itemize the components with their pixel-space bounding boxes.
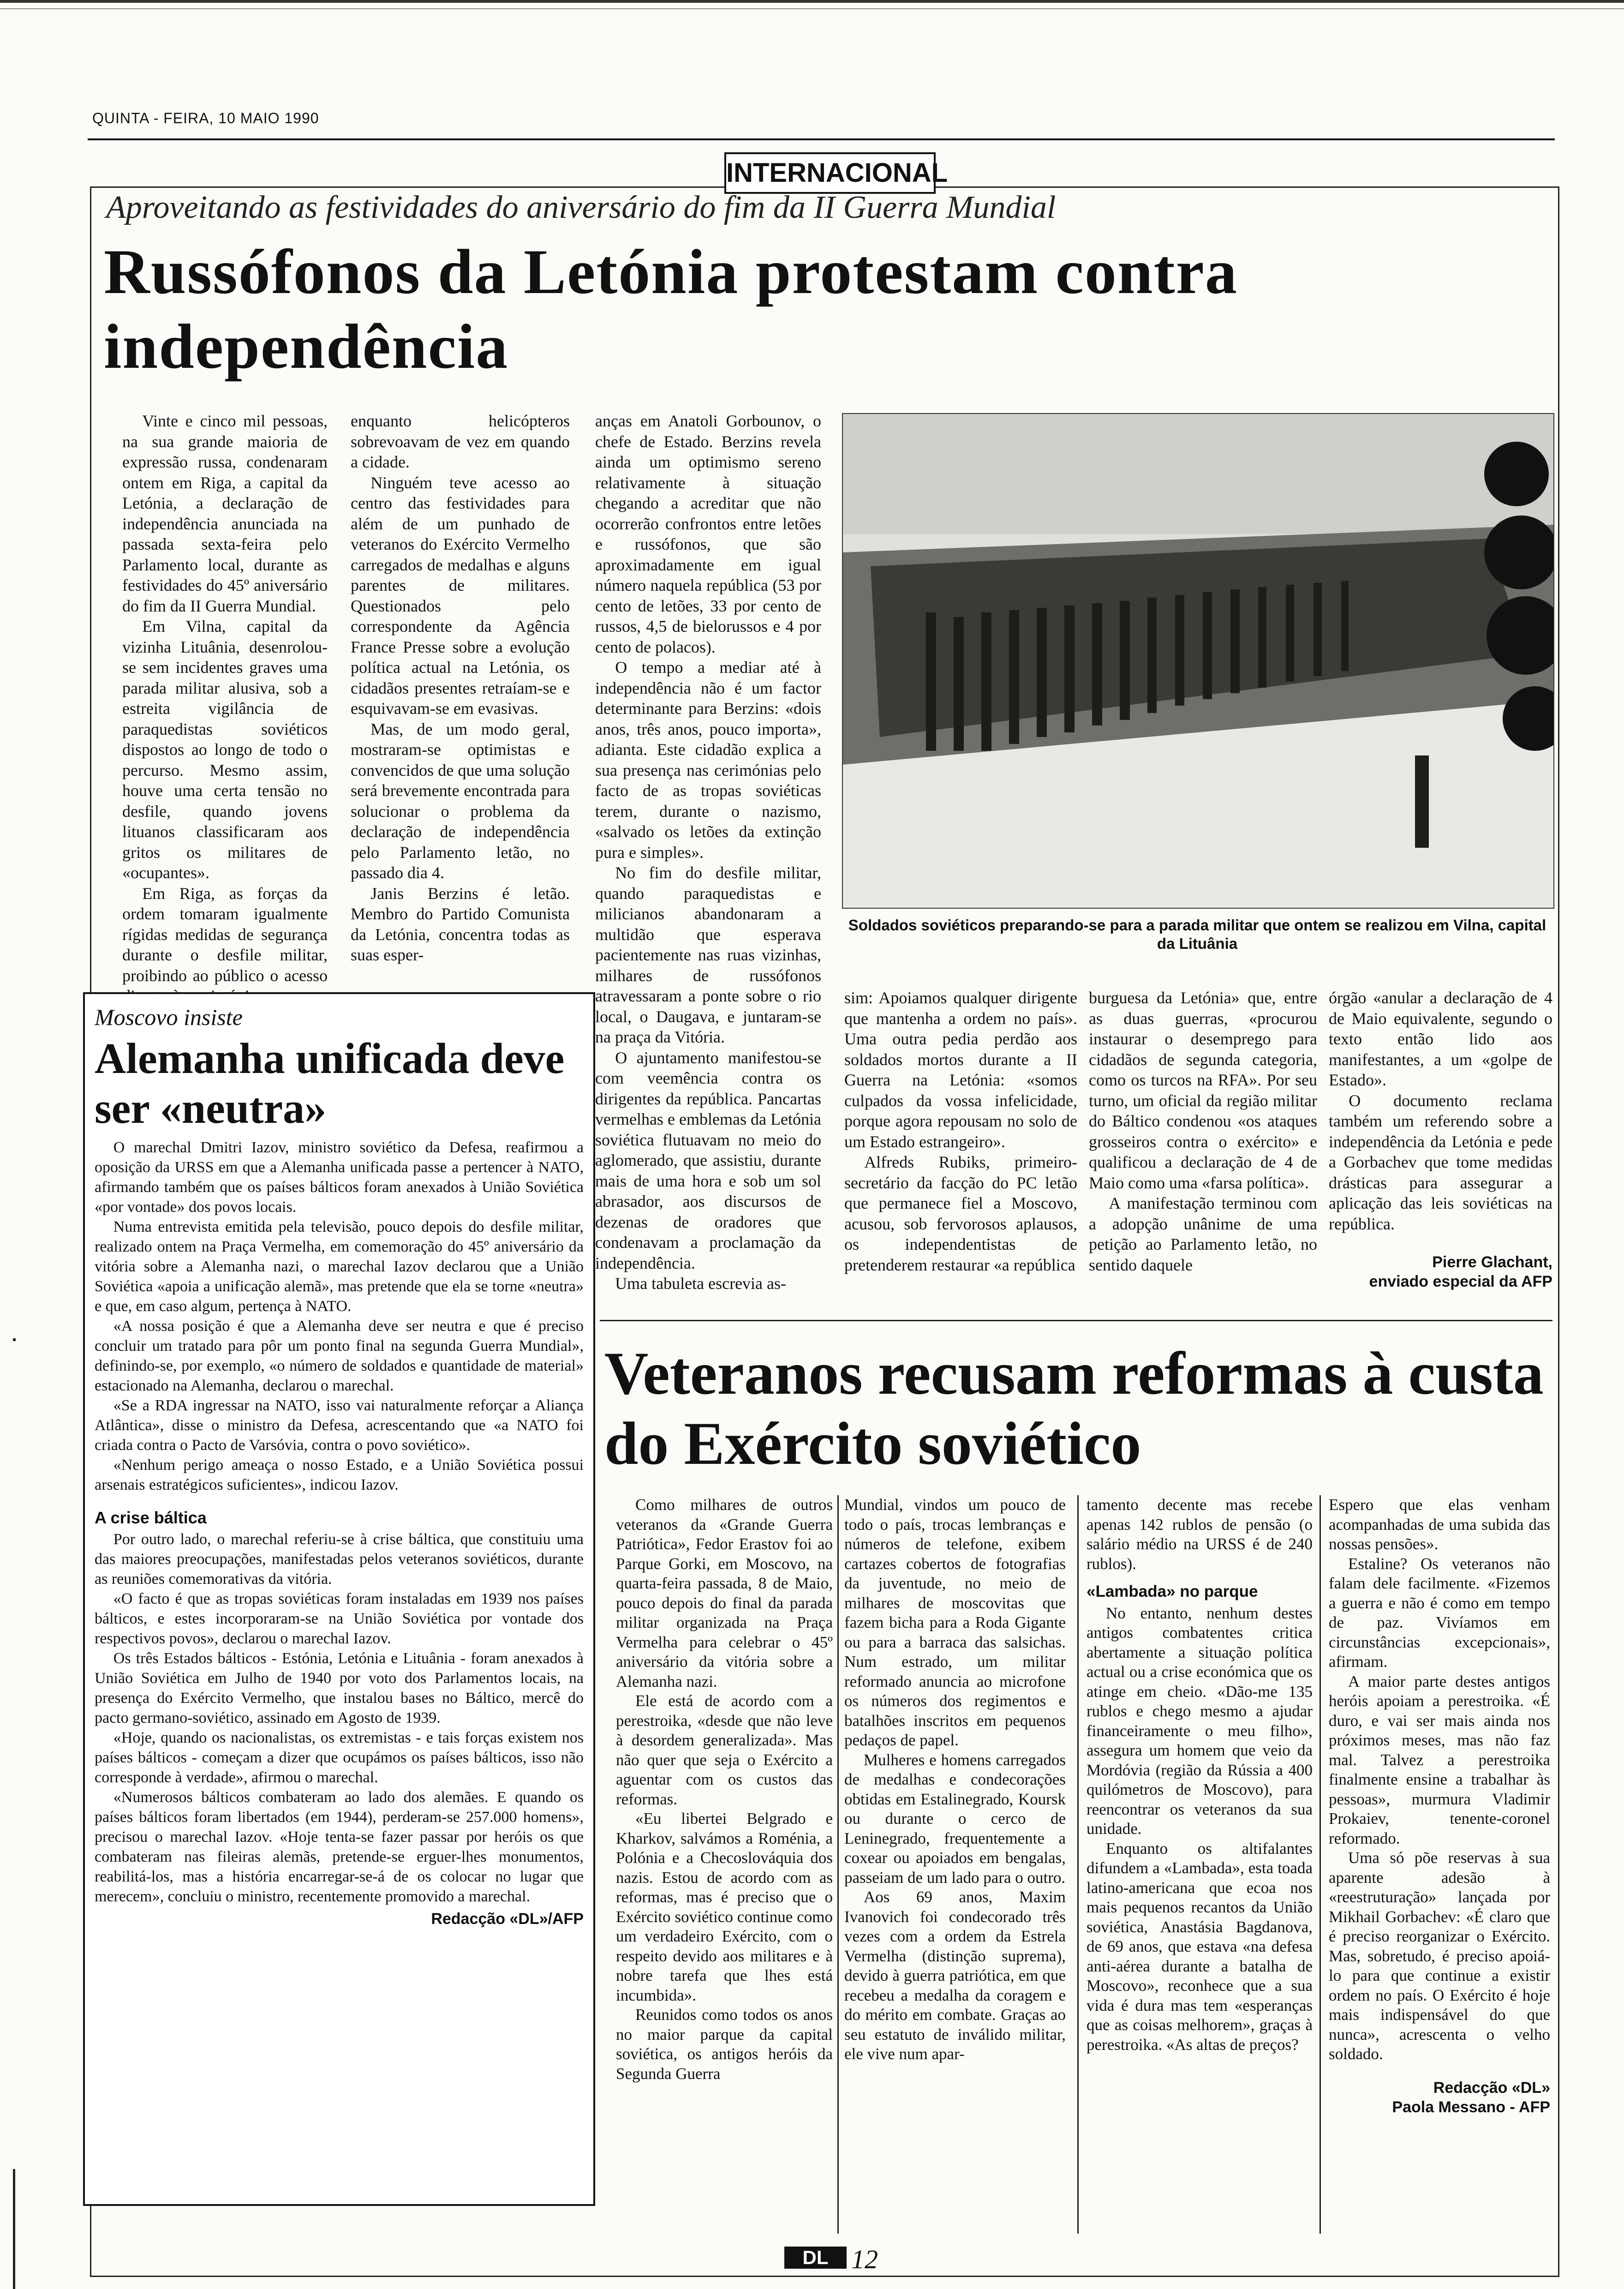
paragraph: O marechal Dmitri Iazov, ministro soviético da Defesa, reafirmou a oposição da URSS em que a Alemanha unificada passe a pertencer à NATO, afirmando também que os países bálticos foram anexados à União Soviética «por vontade» dos povos locais. — [95, 1139, 584, 1216]
paragraph: «O facto é que as tropas soviéticas foram instaladas em 1939 nos países bálticos, e estes incorporaram-se na União Soviética por vontade dos respectivos povos», declarou o marechal Iazov. — [95, 1590, 584, 1647]
paragraph: «Se a RDA ingressar na NATO, isso vai naturalmente reforçar a Aliança Atlântica», disse o ministro da Defesa, acrescentando que «a NATO foi criada contra o Pacto de Varsóvia, contra o povo soviético». — [95, 1397, 584, 1454]
paragraph: A maior parte destes antigos heróis apoiam a perestroika. «É duro, e vai ser mais ainda nos próximos meses, mas não faz mal. Talvez a perestroika finalmente ensine a trabalhar às pessoas», murmura Vladimir Prokaiev, tenente-coronel reformado. — [1329, 1672, 1550, 1847]
veterans-subhead: «Lambada» no parque — [1087, 1582, 1258, 1600]
page-number: 12 — [851, 2244, 878, 2274]
paragraph: Os três Estados bálticos - Estónia, Letónia e Lituânia - foram anexados à União Soviética em Julho de 1940 por voto dos Parlamentos locais, na presença do Exército Vermelho, que instalou bases no Báltico, mercê do pacto germano-soviético, assinado em Agosto de 1939. — [95, 1650, 584, 1726]
veterans-column-4 — [1329, 1495, 1550, 2117]
author-name: Pierre Glachant, — [1432, 1253, 1552, 1271]
top-border-thin — [0, 8, 1624, 9]
veterans-column-3 — [1087, 1495, 1313, 2055]
paragraph: Mundial, vindos um pouco de todo o país, trocas lembranças e números de telefone, exibem cartazes cobertos de fotografias da juventude, no meio de milhares de moscovitas que fazem bicha para a Roda Gigante ou para a barraca das salsichas. Num estrado, um militar reformado anuncia ao microfone os números dos regimentos e batalhões inscritos em pequenos pedaços de papel. — [844, 1496, 1066, 1749]
paragraph: Alfreds Rubiks, primeiro-secretário da facção do PC letão que permanece fiel a Moscovo, acusou, sob fervorosos aplausos, os independentistas de pretenderem restaurar «a república — [844, 1153, 1077, 1274]
paragraph: Vinte e cinco mil pessoas, na sua grande maioria de expressão russa, condenaram ontem em Riga, a capital da Letónia, a declaração de independência anunciada na passada sexta-feira pelo Parlamento local, durante as festividades do 45º aniversário do fim da II Guerra Mundial. — [122, 412, 328, 615]
paragraph: Espero que elas venham acompanhadas de uma subida das nossas pensões». — [1329, 1496, 1550, 1553]
news-photo — [842, 413, 1554, 909]
column-rule — [1077, 1495, 1079, 2234]
sidebar-body — [95, 1138, 584, 1929]
photo-caption: Soldados soviéticos preparando-se para a parada militar que ontem se realizou em Vilna, capital da Lituânia — [848, 917, 1546, 952]
paragraph: enquanto helicópteros sobrevoavam de vez em quando a cidade. — [351, 412, 570, 471]
paragraph: Ele está de acordo com a perestroika, «desde que não leve à desordem generalizada». Mas não quer que seja o Exército a aguentar com os custos das reformas. — [616, 1692, 833, 1808]
paragraph: O documento reclama também um referendo sobre a independência da Letónia e pede a Gorbachev que tome medidas drásticas para assegurar a aplicação das leis soviéticas na república. — [1329, 1091, 1552, 1233]
paragraph: Reunidos como todos os anos no maior parque da capital soviética, os antigos heróis da Segunda Guerra — [616, 2006, 833, 2083]
paragraph: «A nossa posição é que a Alemanha deve ser neutra e que é preciso concluir um tratado para pôr um ponto final na segunda Guerra Mundial», definindo-se, por exemplo, «o número de soldados e quantidade de material» estacionado na Alemanha, declarou o marechal. — [95, 1318, 584, 1394]
paragraph: No fim do desfile militar, quando paraquedistas e milicianos abandonaram a multidão que esperava pacientemente nas ruas vizinhas, milhares de russófonos atravessaram a ponte sobre o rio local, o Daugava, e juntaram-se na praça da Vitória. — [595, 863, 821, 1046]
article-column-1 — [122, 411, 328, 1007]
paragraph: Por outro lado, o marechal referiu-se à crise báltica, que constituiu uma das maiores preocupações, manifestadas pelos veteranos soviéticos, durante as reuniões comemorativas da vitória. — [95, 1531, 584, 1588]
section-label: INTERNACIONAL — [724, 152, 936, 194]
paragraph: «Numerosos bálticos combateram ao lado dos alemães. E quando os países bálticos foram libertados (em 1944), perderam-se 257.000 homens», precisou o marechal Iazov. «Hoje tenta-se fazer passar por heróis os que combateram nas fileiras alemãs, pretende-se erguer-lhes monumentos, reabilitá-los, mas a história encarregar-se-á de os colocar no lugar que merecem», concluiu o ministro, recentemente promovido a marechal. — [95, 1789, 584, 1905]
paragraph: Aos 69 anos, Maxim Ivanovich foi condecorado três vezes com a ordem da Estrela Vermelha (distinção suprema), devido à guerra patriótica, em que recebeu a medalha da coragem e do mérito em combate. Graças ao seu estatuto de inválido militar, ele vive num apar- — [844, 1888, 1066, 2063]
paragraph: Enquanto os altifalantes difundem a «Lambada», esta toada latino-americana que ecoa nos mais pequenos recantos da União soviética, Anastásia Bagdanova, de 69 anos, que estava «na defesa anti-aérea durante a batalha de Moscovo», reconhece que a sua vida é dura mas tem «esperanças que as coisas melhorem», graças à perestroika. «As altas de preços? — [1087, 1839, 1313, 2054]
paragraph: Numa entrevista emitida pela televisão, pouco depois do desfile militar, realizado ontem na Praça Vermelha, em comemoração do 45º aniversário da vitória sobre a Alemanha nazi, o marechal Iazov declarou que a União Soviética «apoia a unificação alemã», mas pretende que ela se torne «neutra» e que, em caso algum, pertença à NATO. — [95, 1218, 584, 1315]
paragraph: No entanto, nenhum destes antigos combatentes critica abertamente a situação política actual ou a crise económica que os atinge em cheio. «Dão-me 135 rublos e chego mesmo a ajudar financeiramente o meu filho», assegura um homem que veio da Mordóvia (região da Rússia a 400 quilómetros de Moscovo), para reencontrar os veteranos da sua unidade. — [1087, 1604, 1313, 1838]
paragraph: Mas, de um modo geral, mostraram-se optimistas e convencidos de que uma solução será brevemente encontrada para solucionar o problema da declaração de independência pelo Parlamento letão, no passado dia 4. — [351, 719, 570, 882]
veterans-column-2 — [844, 1495, 1066, 2064]
article-column-6 — [1329, 988, 1552, 1291]
page-date: QUINTA - FEIRA, 10 MAIO 1990 — [92, 110, 319, 126]
paragraph: «Eu libertei Belgrado e Kharkov, salvámos a Roménia, a Polónia e a Checoslováquia dos nazis. Estou de acordo com as reformas, mas é preciso que o Exército soviético continue como um verdadeiro Exército, com o respeito devido aos militares e à nobre tarefa que lhes está incumbida». — [616, 1810, 833, 2004]
top-border — [0, 0, 1624, 3]
paragraph: «Hoje, quando os nacionalistas, os extremistas - e tais forças existem nos países bálticos - começam a dizer que ocupámos os países bálticos, isso não corresponde à verdade», afirmou o marechal. — [95, 1729, 584, 1786]
paragraph: Mulheres e homens carregados de medalhas e condecorações obtidas em Estalinegrado, Koursk ou durante o cerco de Leninegrado, frequentemente a coxear ou apoiados em bengalas, passeiam de um lado para o outro. — [844, 1750, 1066, 1887]
article-kicker: Aproveitando as festividades do aniversário do fim da II Guerra Mundial — [106, 190, 1056, 225]
sidebar-subhead: A crise báltica — [95, 1508, 207, 1527]
section-divider — [600, 1320, 1552, 1321]
sidebar-kicker: Moscovo insiste — [95, 1004, 243, 1030]
paragraph: Uma só põe reservas à sua aparente adesão à «reestruturação» lançada por Mikhail Gorbachev: «É claro que é preciso reorganizar o Exército. Mas, sobretudo, é preciso apoiá-lo para que continue a existir ordem no país. O Exército é hoje mais indispensável do que nunca», acrescenta o velho soldado. — [1329, 1849, 1550, 2063]
paragraph: Uma tabuleta escrevia as- — [615, 1274, 786, 1293]
veterans-signoff-1: Redacção «DL» — [1433, 2079, 1550, 2097]
paragraph: Como milhares de outros veteranos da «Grande Guerra Patriótica», Fedor Erastov foi ao Parque Gorki, em Moscovo, na quarta-feira passada, 8 de Maio, pouco depois do final da parada militar organizada na Praça Vermelha para celebrar o 45º aniversário da vitória sobre a Alemanha nazi. — [616, 1496, 833, 1690]
paragraph: Em Vilna, capital da vizinha Lituânia, desenrolou-se sem incidentes graves uma parada militar alusiva, sob a estreita vigilância de paraquedistas soviéticos dispostos ao longo de todo o percurso. Mesmo assim, houve uma certa tensão no desfile, quando jovens lituanos classificaram aos gritos os militares de «ocupantes». — [122, 617, 328, 882]
article-column-2 — [351, 411, 570, 965]
column-rule — [1320, 1495, 1321, 2234]
paragraph: burguesa da Letónia» que, entre as duas guerras, «procurou instaurar o desemprego para cidadãos de segunda categoria, como os turcos na RFA». Por seu turno, um oficial da região militar do Báltico condenou «os ataques grosseiros contra o exército» e qualificou a declaração de 4 de Maio como uma «farsa política». — [1089, 989, 1317, 1192]
soldiers-photo-image — [843, 414, 1553, 908]
margin-mark — [13, 2169, 15, 2289]
paragraph: Ninguém teve acesso ao centro das festividades para além de um punhado de veteranos do Exército Vermelho carregados de medalhas e alguns parentes de militares. Questionados pelo correspondente da Agência France Presse sobre a evolução política actual na Letónia, os cidadãos presentes retraíam-se e esquivavam-se em evasivas. — [351, 473, 570, 718]
newspaper-logo: DL — [784, 2247, 847, 2269]
veterans-signoff-2: Paola Messano - AFP — [1392, 2098, 1550, 2116]
date-rule — [88, 138, 1555, 140]
paragraph: anças em Anatoli Gorbounov, o chefe de Estado. Berzins revela ainda um optimismo sereno relativamente à situação chegando a acreditar que não ocorrerão confrontos entre letões e russófonos, que são aproximadamente em igual número naquela república (53 por cento de letões, 33 por cento de russos, 4,5 de bielorussos e 4 por cento de polacos). — [595, 412, 821, 656]
article-column-3 — [595, 411, 821, 1294]
article-headline: Russófonos da Letónia protestam contra independência — [104, 236, 1238, 382]
article-column-4 — [844, 988, 1077, 1275]
paragraph: O tempo a mediar até à independência não é um factor determinante para Berzins: «dois anos, três anos, pouco importa», adianta. Este cidadão explica a sua presença nas cerimónias pelo facto de as tropas soviéticas terem, durante o nazismo, «salvado os letões da extinção pura e simples». — [595, 658, 821, 862]
sidebar-signoff: Redacção «DL»/AFP — [431, 1910, 584, 1928]
sidebar-headline: Alemanha unificada deve ser «neutra» — [95, 1035, 565, 1133]
paragraph: sim: Apoiamos qualquer dirigente que mantenha a ordem no país». Uma outra pedia perdão aos soldados mortos durante a II Guerra na Letónia: «somos culpados da vossa infelicidade, porque agora repousam no solo de um Estado estrangeiro». — [844, 989, 1077, 1151]
column-rule — [837, 1495, 839, 2234]
author-role: enviado especial da AFP — [1369, 1273, 1552, 1290]
margin-mark — [13, 1338, 16, 1341]
paragraph: Estaline? Os veteranos não falam dele facilmente. «Fizemos a guerra e não é como em tempo de paz. Vivíamos em circunstâncias excepcionais», afirmam. — [1329, 1554, 1550, 1671]
veterans-column-1 — [616, 1495, 833, 2084]
paragraph: «Nenhum perigo ameaça o nosso Estado, e a União Soviética possui arsenais estratégicos suficientes», indicou Iazov. — [95, 1456, 584, 1493]
paragraph: órgão «anular a declaração de 4 de Maio equivalente, segundo o texto então lido aos manifestantes, a um «golpe de Estado». — [1329, 989, 1552, 1089]
paragraph: Janis Berzins é letão. Membro do Partido Comunista da Letónia, concentra todas as suas esper- — [351, 884, 570, 964]
veterans-headline: Veteranos recusam reformas à custa do Exército soviético — [604, 1339, 1544, 1477]
paragraph: O ajuntamento manifestou-se com veemência contra os dirigentes da república. Pancartas vermelhas e emblemas da Letónia soviética flutuavam no meio do aglomerado, que assistiu, durante mais de uma hora e sob um sol abrasador, aos discursos de dezenas de oradores que condenavam a proclamação da independência. — [595, 1048, 821, 1272]
paragraph: Em Riga, as forças da ordem tomaram igualmente rígidas medidas de segurança durante o desfile militar, proibindo ao público o acesso — [122, 884, 328, 985]
paragraph: tamento decente mas recebe apenas 142 rublos de pensão (o salário médio na URSS é de 240 rublos). — [1087, 1496, 1313, 1573]
article-column-5 — [1089, 988, 1317, 1275]
paragraph: A manifestação terminou com a adopção unânime de uma petição ao Parlamento letão, no sentido daquele — [1089, 1194, 1317, 1274]
